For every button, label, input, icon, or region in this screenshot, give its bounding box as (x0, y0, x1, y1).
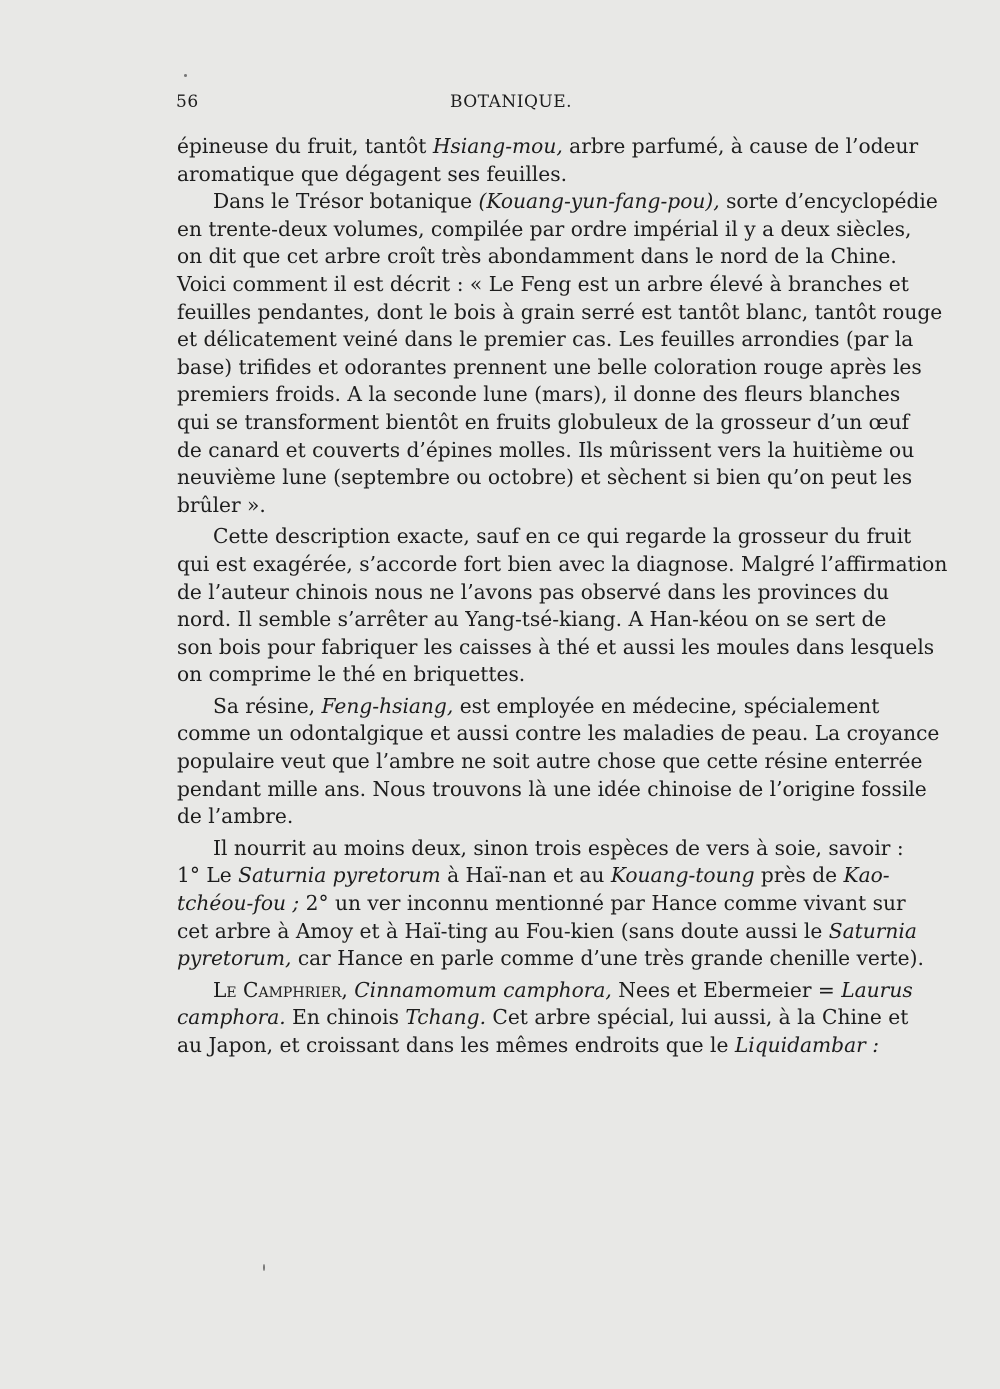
text-segment: de l’auteur chinois nous ne l’avons pas observé dans les provinces du (177, 579, 890, 604)
text-line (177, 133, 919, 161)
text-segment: de canard et couverts d’épines molles. Ils mûrissent vers la huitième ou (177, 437, 915, 462)
text-segment: Voici comment il est décrit : « Le Feng est un arbre élevé à branches et (177, 271, 909, 296)
running-head: BOTANIQUE. (449, 92, 573, 112)
text-line (177, 720, 940, 748)
text-segment: brûler ». (177, 492, 266, 517)
italic-term: Tchang. (405, 1005, 486, 1030)
text-line (177, 606, 887, 634)
text-line (177, 188, 938, 216)
italic-term: Laurus (841, 977, 913, 1002)
text-segment: neuvième lune (septembre ou octobre) et sèchent si bien qu’on peut les (177, 465, 913, 490)
text-line (177, 634, 935, 662)
text-segment: de l’ambre. (177, 804, 294, 829)
text-line (177, 299, 943, 327)
italic-term: (Kouang-yun-fang-pou), (478, 189, 720, 214)
text-line (177, 918, 917, 946)
text-line (177, 243, 897, 271)
text-segment: sorte d’encyclopédie (719, 189, 938, 214)
speck (263, 1264, 265, 1271)
text-segment: arbre parfumé, à cause de l’odeur (562, 134, 919, 158)
italic-term: Feng-hsiang, (321, 693, 454, 718)
text-segment: on comprime le thé en briquettes. (177, 662, 526, 687)
italic-term: Saturnia (828, 918, 917, 943)
text-segment: qui se transforment bientôt en fruits globuleux de la grosseur d’un œuf (177, 409, 910, 434)
italic-term: Liquidambar : (734, 1033, 879, 1057)
text-line (177, 492, 845, 520)
italic-term: pyretorum, (177, 946, 292, 971)
body-text (177, 133, 948, 1060)
text-segment: 1° Le (177, 863, 239, 888)
small-caps-term: Le Camphrier, (213, 977, 348, 1002)
text-segment: En chinois (285, 1005, 406, 1030)
text-line (177, 862, 890, 890)
text-line (177, 1032, 879, 1060)
text-segment: son bois pour fabriquer les caisses à thé et aussi les moules dans lesquels (177, 634, 935, 659)
page-header (176, 92, 846, 116)
text-line (177, 890, 906, 918)
text-line (177, 523, 912, 551)
text-line (177, 1004, 909, 1032)
text-segment: à Haï-nan et au (440, 863, 611, 888)
text-segment: base) trifides et odorantes prennent une belle coloration rouge après les (177, 354, 922, 379)
text-segment: et délicatement veiné dans le premier cas. Les feuilles arrondies (par la (177, 327, 914, 352)
text-line (177, 803, 845, 831)
text-line (177, 464, 913, 492)
text-line (177, 945, 924, 973)
text-line (177, 161, 845, 189)
text-segment: Cette description exacte, sauf en ce qui regarde la grosseur du fruit (213, 524, 912, 549)
text-segment: aromatique que dégagent ses feuilles. (177, 161, 567, 186)
text-segment: près de (754, 863, 844, 888)
speck (184, 74, 187, 77)
text-segment: Il nourrit au moins deux, sinon trois espèces de vers à soie, savoir : (213, 835, 904, 860)
text-segment: populaire veut que l’ambre ne soit autre chose que cette résine enterrée (177, 749, 923, 774)
text-segment: qui est exagérée, s’accorde fort bien avec la diagnose. Malgré l’affirmation (177, 551, 948, 576)
text-segment: on dit que cet arbre croît très abondamment dans le nord de la Chine. (177, 244, 897, 269)
italic-term: tchéou-fou ; (177, 891, 300, 916)
text-line (177, 661, 845, 689)
text-line (177, 381, 901, 409)
text-segment: pendant mille ans. Nous trouvons là une idée chinoise de l’origine fossile (177, 776, 927, 801)
text-segment: au Japon, et croissant dans les mêmes endroits que le (177, 1033, 735, 1057)
text-segment: épineuse du fruit, tantôt (177, 134, 433, 158)
text-segment: feuilles pendantes, dont le bois à grain serré est tantôt blanc, tantôt rouge (177, 299, 943, 324)
text-line (177, 835, 904, 863)
text-line (177, 693, 880, 721)
italic-term: Cinnamomum camphora, (354, 977, 612, 1002)
text-segment: 2° un ver inconnu mentionné par Hance comme vivant sur (299, 891, 906, 916)
text-segment: est employée en médecine, spécialement (453, 693, 880, 718)
text-segment: nord. Il semble s’arrêter au Yang-tsé-kiang. A Han-kéou on se sert de (177, 607, 887, 632)
text-segment: Cet arbre spécial, lui aussi, à la Chine et (486, 1005, 909, 1030)
text-line (177, 776, 927, 804)
text-line (177, 216, 912, 244)
italic-term: Kao- (843, 863, 890, 888)
page-number: 56 (176, 92, 199, 112)
italic-term: Hsiang-mou, (432, 134, 563, 158)
text-segment: en trente-deux volumes, compilée par ordre impérial il y a deux siècles, (177, 216, 912, 241)
text-line (177, 409, 910, 437)
text-segment: cet arbre à Amoy et à Haï-ting au Fou-kien (sans doute aussi le (177, 918, 829, 943)
text-segment: Nees et Ebermeier = (611, 977, 842, 1002)
italic-term: camphora. (177, 1005, 286, 1030)
text-segment: comme un odontalgique et aussi contre les maladies de peau. La croyance (177, 721, 940, 746)
italic-term: Kouang-toung (610, 863, 755, 888)
text-line (177, 977, 913, 1005)
text-line (177, 354, 922, 382)
text-segment: car Hance en parle comme d’une très grande chenille verte). (291, 946, 924, 971)
text-line (177, 326, 914, 354)
text-line (177, 271, 909, 299)
italic-term: Saturnia pyretorum (238, 863, 441, 888)
text-line (177, 579, 890, 607)
text-line (177, 748, 923, 776)
text-line (177, 437, 915, 465)
text-line (177, 551, 948, 579)
text-segment: premiers froids. A la seconde lune (mars), il donne des fleurs blanches (177, 382, 901, 407)
text-segment: Sa résine, (213, 693, 322, 718)
text-segment: Dans le Trésor botanique (213, 189, 479, 214)
